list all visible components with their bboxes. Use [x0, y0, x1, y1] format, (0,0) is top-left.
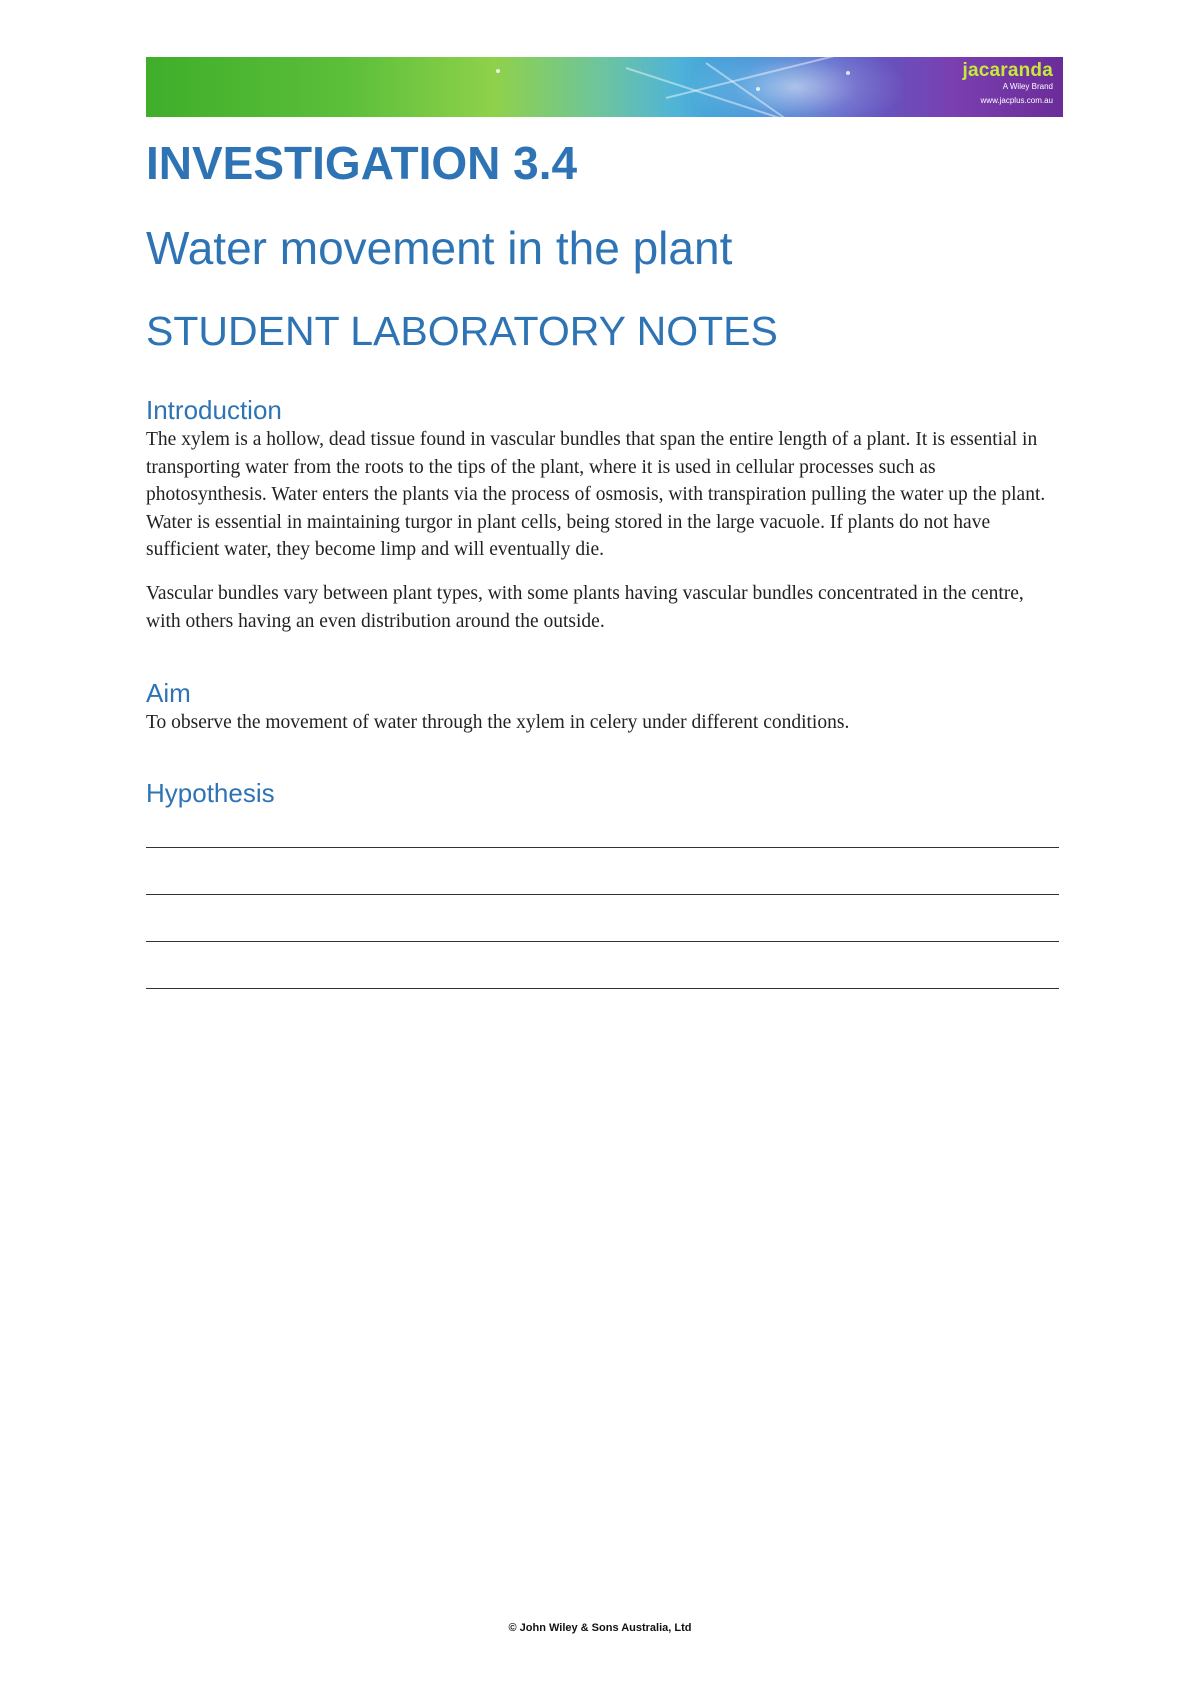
aim-heading: Aim — [146, 678, 191, 709]
introduction-paragraph: The xylem is a hollow, dead tissue found in vascular bundles that span the entire length of a plant. It is essential in transporting water from the roots to the tips of the plant, where it is used in cellular processes such as photosynthesis. Water enters the plants via the process of osmosis, with transpiration pulling the water up the plant. Water is essential in maintaining turgor in plant cells, being stored in the large vacuole. If plants do not have sufficient water, they become limp and will eventually die. — [146, 429, 1046, 561]
banner-sparkle — [846, 71, 850, 75]
answer-line[interactable] — [146, 833, 1059, 848]
investigation-subtitle: Water movement in the plant — [146, 222, 733, 274]
aim-text: To observe the movement of water through the xylem in celery under different conditions. — [146, 712, 850, 734]
banner-sparkle — [756, 87, 760, 91]
investigation-title: INVESTIGATION 3.4 — [146, 137, 578, 189]
answer-line[interactable] — [146, 848, 1059, 895]
answer-line[interactable] — [146, 895, 1059, 942]
copyright-footer: © John Wiley & Sons Australia, Ltd — [508, 1622, 692, 1634]
introduction-heading: Introduction — [146, 395, 282, 425]
document-body — [146, 135, 1061, 989]
publisher-logo — [962, 61, 1053, 109]
header-banner — [146, 57, 1063, 117]
answer-line[interactable] — [146, 942, 1059, 989]
brand-url: www.jacplus.com.au — [980, 96, 1053, 105]
hypothesis-answer-lines — [146, 833, 1061, 989]
banner-sparkle — [496, 69, 500, 73]
notes-label: STUDENT LABORATORY NOTES — [146, 308, 778, 354]
brand-name: jacaranda — [962, 60, 1053, 81]
introduction-paragraph: Vascular bundles vary between plant types, with some plants having vascular bundles concentrated in the centre, with others having an even distribution around the outside. — [146, 582, 1024, 632]
brand-tagline: A Wiley Brand — [1002, 82, 1053, 91]
hypothesis-heading: Hypothesis — [146, 777, 275, 808]
